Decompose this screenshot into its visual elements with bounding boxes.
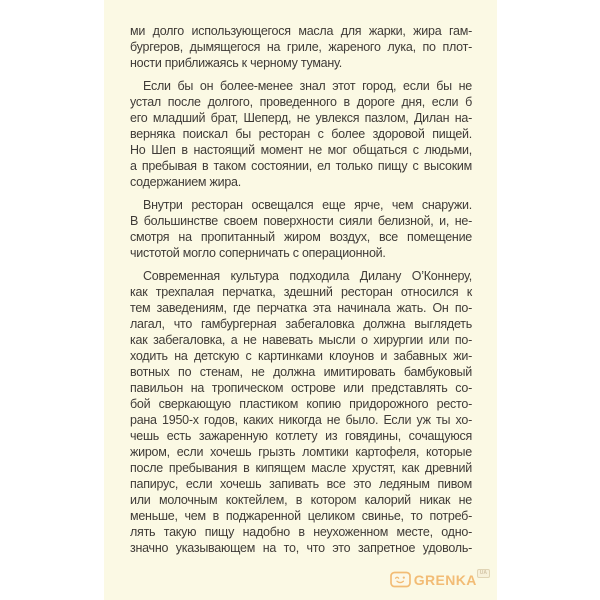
grenka-smiley-icon — [390, 571, 411, 588]
text-line: В большинстве своем поверхности сияли белизной, и, не- — [130, 214, 472, 228]
text-line: Но Шеп в настоящий момент не мог общаться с людьми, — [130, 143, 472, 157]
text-line: значно указывающем на то, что это запретное удоволь- — [130, 541, 472, 555]
book-page — [104, 0, 497, 600]
paragraph — [130, 78, 472, 190]
text-line: устал после долгого, проведенного в дороге дня, если б — [130, 95, 472, 109]
text-line: как трехпалая перчатка, здешний ресторан относился к — [130, 285, 472, 299]
text-line: а пребывая в таком состоянии, ел только пищу с высоким — [130, 159, 472, 173]
text-line: меньше, чем в поджаренной целиком свинье, то потреб- — [130, 509, 472, 523]
text-line: как забегаловка, а не навевать мысли о хирургии или по- — [130, 333, 472, 347]
text-line: после пребывания в кипящем масле хрустят, как древний — [130, 461, 472, 475]
text-line: верняка поискал бы ресторан с более здоровой пищей. — [130, 127, 472, 141]
text-line: содержанием жира. — [130, 175, 241, 189]
text-line: жиром, если хочешь грызть ломтики картофеля, которые — [130, 445, 472, 459]
grenka-logo-badge: UA — [477, 569, 490, 578]
text-line: лагал, что гамбургерная забегаловка должна выглядеть — [130, 317, 472, 331]
text-line: чешь есть зажаренную котлету из говядины, сочащуюся — [130, 429, 472, 443]
paragraph — [130, 197, 472, 261]
paragraph — [130, 23, 472, 71]
text-line: бургеров, дымящегося на гриле, жареного лука, по плот- — [130, 40, 472, 54]
text-line: Современная культура подходила Дилану О’Коннеру, — [143, 269, 472, 283]
text-line: ности приближаясь к черному туману. — [130, 56, 342, 70]
paragraph — [130, 268, 472, 556]
text-line: бой сверкающую пластиком копию придорожного ресто- — [130, 397, 472, 411]
text-line: вотных по стенам, не должна имитировать бамбуковый — [130, 365, 472, 379]
text-line: ми долго использующегося масла для жарки, жира гам- — [130, 24, 472, 38]
text-line: тем заведениям, где перчатка эта начинала жать. Он по- — [130, 301, 472, 315]
text-line: рана 1950-х годов, каких никогда не было. Если уж ты хо- — [130, 413, 472, 427]
text-line: его младший брат, Шеперд, не увлекся пазлом, Дилан на- — [130, 111, 472, 125]
text-line: лять такую пищу надобно в неухоженном месте, одно- — [130, 525, 472, 539]
grenka-logo-text: GRENKA — [413, 571, 477, 588]
text-line: чистотой могло соперничать с операционной. — [130, 246, 386, 260]
grenka-watermark — [390, 571, 490, 588]
text-line: смотря на пропитанный жиром воздух, все помещение — [130, 230, 472, 244]
text-line: Если бы он более-менее знал этот город, если бы не — [143, 79, 472, 93]
page-text-block — [130, 23, 472, 556]
text-line: павильон на тропическом острове или представлять со- — [130, 381, 472, 395]
text-line: или молочным коктейлем, в котором калорий никак не — [130, 493, 472, 507]
text-line: папирус, если хочешь запивать все это ледяным пивом — [130, 477, 472, 491]
text-line: Внутри ресторан освещался еще ярче, чем снаружи. — [143, 198, 472, 212]
text-line: ходить на детскую с картинками клоунов и забавных жи- — [130, 349, 472, 363]
